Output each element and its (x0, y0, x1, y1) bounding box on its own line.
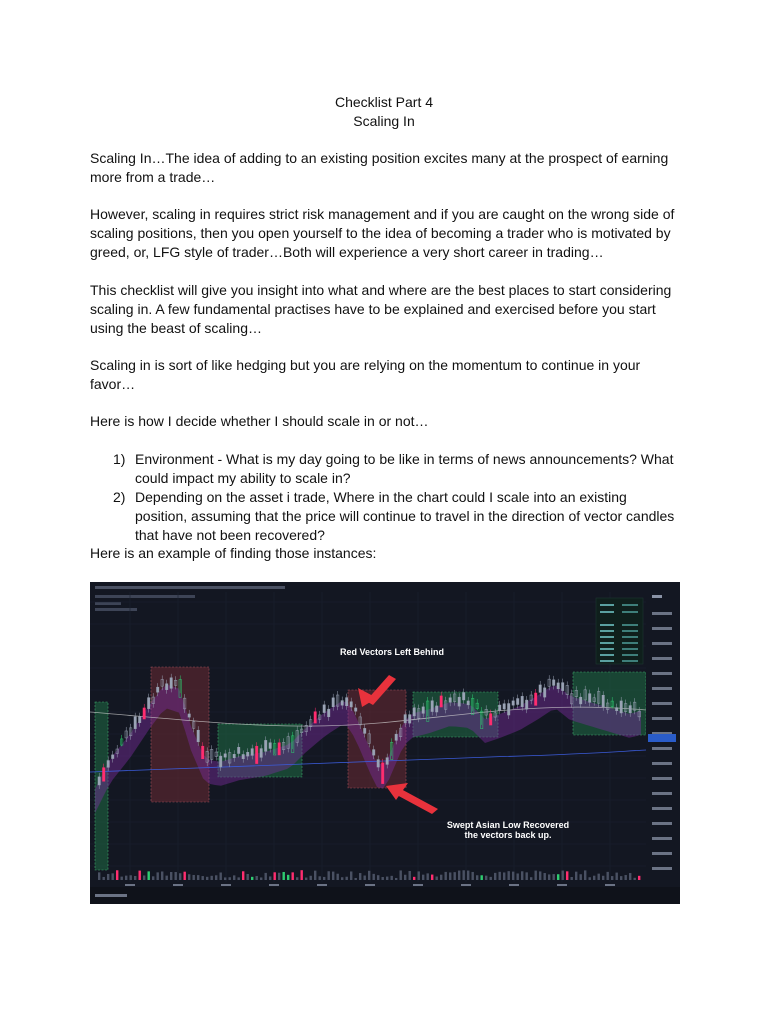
candle (539, 685, 541, 692)
volume-bar (328, 871, 330, 880)
price-tick (652, 807, 672, 810)
candle (260, 749, 262, 758)
currency-label (652, 595, 662, 598)
volume-bar (400, 870, 402, 880)
volume-bar (413, 877, 415, 880)
time-tick (365, 884, 375, 886)
volume-bar (553, 874, 555, 880)
volume-bar (494, 873, 496, 880)
candle (251, 749, 253, 756)
price-tick (652, 672, 672, 675)
paragraph-example-intro: Here is an example of finding those instances: (90, 545, 377, 561)
volume-bar (224, 877, 226, 880)
candle (143, 708, 145, 719)
volume-bar (391, 876, 393, 880)
volume-bar (251, 877, 253, 880)
volume-bar (458, 871, 460, 880)
info-label (600, 611, 614, 613)
volume-bar (296, 877, 298, 880)
volume-bar (382, 877, 384, 880)
info-label (600, 630, 614, 632)
candle (364, 728, 366, 733)
info-label (600, 604, 614, 606)
volume-bar (364, 876, 366, 880)
time-tick (509, 884, 519, 886)
volume-bar (625, 875, 627, 880)
price-tick (652, 717, 672, 720)
candle (202, 746, 204, 759)
candle (382, 763, 384, 784)
indicator-line (95, 608, 137, 611)
volume-bar (607, 872, 609, 880)
list-item (90, 450, 680, 488)
time-tick (605, 884, 615, 886)
info-value (622, 642, 638, 644)
volume-bar (490, 877, 492, 880)
info-value (622, 660, 638, 662)
volume-bar (125, 876, 127, 880)
volume-bar (377, 875, 379, 880)
time-tick (317, 884, 327, 886)
volume-bar (616, 873, 618, 880)
volume-bar (499, 872, 501, 880)
candle (332, 698, 334, 707)
candle (431, 701, 433, 712)
candle (517, 699, 519, 705)
info-value (622, 636, 638, 638)
candle (107, 761, 109, 768)
volume-bar (175, 872, 177, 880)
price-tick (652, 792, 672, 795)
candle (377, 760, 379, 767)
volume-bar (256, 876, 258, 880)
chart-canvas (90, 582, 680, 904)
candle (467, 701, 469, 705)
volume-bar (472, 872, 474, 880)
candle (256, 746, 258, 763)
volume-bar (247, 874, 249, 880)
volume-bar (512, 872, 514, 880)
candle (404, 715, 406, 723)
candle (328, 709, 330, 717)
time-tick (221, 884, 231, 886)
time-tick (461, 884, 471, 886)
volume-bar (445, 872, 447, 880)
candle (247, 752, 249, 756)
info-value (622, 624, 638, 626)
candle (535, 693, 537, 705)
volume-bar (454, 872, 456, 880)
volume-bar (463, 870, 465, 880)
info-value (622, 611, 638, 613)
candle (458, 697, 460, 706)
volume-bar (98, 872, 100, 880)
price-tick (652, 777, 672, 780)
candle (395, 734, 397, 740)
candle (148, 698, 150, 709)
volume-bar (184, 872, 186, 880)
time-tick (413, 884, 423, 886)
document-title: Checklist Part 4 (334, 94, 434, 110)
price-tick (652, 852, 672, 855)
volume-bar (418, 871, 420, 880)
candle (521, 696, 523, 706)
info-label (600, 660, 614, 662)
candle (557, 683, 559, 689)
volume-bar (319, 876, 321, 880)
candle (323, 705, 325, 713)
candle (503, 704, 505, 709)
volume-bar (346, 877, 348, 880)
candle (224, 754, 226, 757)
info-value (622, 648, 638, 650)
volume-bar (409, 871, 411, 880)
volume-bar (539, 871, 541, 880)
price-tick (652, 867, 672, 870)
volume-bar (220, 873, 222, 880)
info-label (600, 624, 614, 626)
candle (98, 777, 100, 785)
candle (409, 715, 411, 723)
volume-bar (436, 877, 438, 880)
time-tick (173, 884, 183, 886)
volume-bar (611, 876, 613, 880)
volume-bar (287, 875, 289, 880)
volume-bar (305, 878, 307, 880)
volume-bar (238, 877, 240, 880)
price-tick (652, 627, 672, 630)
volume-bar (584, 870, 586, 880)
volume-bar (598, 874, 600, 880)
volume-bar (229, 877, 231, 880)
price-tick (652, 642, 672, 645)
volume-bar (139, 871, 141, 880)
price-tick (652, 762, 672, 765)
volume-bar (157, 872, 159, 880)
volume-bar (152, 876, 154, 880)
volume-bar (211, 876, 213, 880)
candle (233, 754, 235, 757)
volume-bar (206, 877, 208, 880)
list-number: 2) (113, 489, 126, 505)
checklist (90, 450, 680, 545)
candle (580, 697, 582, 704)
candle (413, 708, 415, 716)
volume-bar (566, 871, 568, 880)
info-label (600, 642, 614, 644)
volume-bar (350, 871, 352, 880)
volume-bar (233, 875, 235, 880)
list-number: 1) (113, 451, 126, 467)
candle (188, 714, 190, 717)
volume-bar (359, 873, 361, 880)
volume-bar (107, 874, 109, 880)
candle (544, 688, 546, 697)
volume-bar (422, 875, 424, 880)
volume-bar (404, 875, 406, 880)
candle (170, 678, 172, 689)
volume-bar (121, 877, 123, 880)
volume-bar (638, 876, 640, 880)
price-tick (652, 702, 672, 705)
paragraph-intro: Scaling In…The idea of adding to an existing position excites many at the prospect of earning more from a trade… (90, 150, 669, 185)
candle (526, 700, 528, 709)
candle (490, 714, 492, 725)
volume-bar (179, 873, 181, 880)
volume-bar (274, 872, 276, 880)
volume-bar (341, 877, 343, 880)
volume-bar (467, 871, 469, 880)
price-tick (652, 837, 672, 840)
candle (629, 706, 631, 713)
annotation-red-vectors: Red Vectors Left Behind (339, 647, 445, 657)
volume-bar (629, 873, 631, 880)
volume-bar (332, 872, 334, 880)
volume-bar (508, 871, 510, 880)
candle (620, 701, 622, 713)
indicator-line (95, 602, 121, 605)
volume-bar (161, 871, 163, 880)
candle (139, 717, 141, 723)
info-value (622, 654, 638, 656)
current-price-marker (648, 734, 676, 742)
price-tick (652, 687, 672, 690)
candle (602, 695, 604, 707)
candle (242, 754, 244, 758)
candle (157, 687, 159, 692)
volume-bar (103, 877, 105, 880)
volume-bar (193, 875, 195, 880)
candle (440, 696, 442, 707)
candle (314, 712, 316, 723)
price-tick (652, 612, 672, 615)
document-subtitle: Scaling In (353, 113, 415, 129)
candle (220, 756, 222, 767)
volume-bar (148, 871, 150, 880)
volume-bar (481, 875, 483, 880)
price-scale (646, 582, 680, 904)
volume-bar (620, 876, 622, 880)
candle (373, 750, 375, 756)
candle (265, 740, 267, 751)
volume-bar (260, 877, 262, 880)
volume-bar (535, 871, 537, 880)
candle (499, 705, 501, 710)
info-panel (596, 598, 643, 664)
volume-bar (134, 876, 136, 880)
candle (278, 743, 280, 755)
info-label (600, 648, 614, 650)
candle (386, 758, 388, 765)
volume-bar (521, 871, 523, 880)
symbol-line (95, 595, 195, 598)
candle (508, 704, 510, 715)
volume-bar (548, 874, 550, 880)
chart-screenshot (90, 582, 680, 904)
volume-bar (602, 876, 604, 880)
volume-bar (170, 872, 172, 880)
time-tick (269, 884, 279, 886)
volume-bar (197, 875, 199, 880)
annotation-swept-low: Swept Asian Low Recovered (446, 820, 570, 830)
info-value (622, 630, 638, 632)
volume-bar (634, 878, 636, 880)
volume-bar (544, 873, 546, 880)
volume-bar (310, 876, 312, 880)
volume-bar (386, 877, 388, 880)
volume-bar (202, 876, 204, 880)
volume-bar (476, 875, 478, 880)
volume-bar (278, 873, 280, 880)
time-tick (125, 884, 135, 886)
volume-bar (112, 873, 114, 880)
price-tick (652, 822, 672, 825)
volume-bar (589, 877, 591, 880)
volume-bar (269, 876, 271, 880)
volume-bar (562, 871, 564, 880)
candle (269, 743, 271, 749)
volume-bar (116, 870, 118, 880)
volume-bar (215, 875, 217, 880)
list-text: Depending on the asset i trade, Where in the chart could I scale into an existing position, assuming that the price will continue to travel in the direction of vector candles that have not been recovered? (135, 489, 675, 543)
footer-bar (90, 887, 680, 904)
paragraph-risk: However, scaling in requires strict risk management and if you are caught on the wrong side of scaling positions, then you open yourself to the idea of becoming a trader who is motivated by greed, or, LFG style of trader…Both will experience a very short career in trading… (90, 206, 675, 260)
candle (355, 708, 357, 711)
paragraph-decision: Here is how I decide whether I should scale in or not… (90, 413, 429, 429)
paragraph-checklist-purpose: This checklist will give you insight into what and where are the best places to start considering scaling in. A few fundamental practises have to be explained and exercised before you start using the beast of scaling… (90, 282, 672, 336)
candle (134, 717, 136, 729)
volume-bar (292, 872, 294, 880)
volume-bar (503, 872, 505, 880)
volume-bar (373, 874, 375, 880)
candle (449, 698, 451, 702)
volume-bar (130, 875, 132, 880)
candle (512, 701, 514, 705)
candle (553, 680, 555, 686)
volume-bar (395, 878, 397, 880)
volume-bar (526, 872, 528, 880)
candle (341, 701, 343, 706)
volume-bar (265, 873, 267, 880)
volume-bar (242, 871, 244, 880)
volume-bar (517, 873, 519, 880)
volume-bar (355, 878, 357, 880)
candle (422, 707, 424, 713)
volume-bar (571, 877, 573, 880)
candle (103, 768, 105, 782)
volume-bar (575, 872, 577, 880)
volume-bar (530, 877, 532, 880)
candle (166, 684, 168, 690)
volume-bar (368, 871, 370, 880)
volume-bar (440, 875, 442, 880)
list-text: Environment - What is my day going to be like in terms of news announcements? What could impact my ability to scale in? (135, 451, 674, 486)
candle (616, 708, 618, 711)
price-scale-bg (646, 582, 680, 904)
volume-bar (314, 871, 316, 880)
volume-bar (323, 877, 325, 880)
volume-bar (580, 874, 582, 880)
time-tick (557, 884, 567, 886)
volume-bar (188, 874, 190, 880)
tradingview-logo (95, 894, 127, 897)
header-line (95, 586, 285, 589)
price-tick (652, 747, 672, 750)
volume-bar (283, 872, 285, 880)
list-item (90, 488, 680, 545)
candle (350, 702, 352, 707)
annotation-swept-low-line2: the vectors back up. (464, 830, 552, 840)
candle (436, 706, 438, 712)
volume-bar (427, 873, 429, 880)
candle (346, 698, 348, 706)
info-label (600, 654, 614, 656)
chart-footer (90, 887, 680, 904)
candle (197, 730, 199, 742)
candle (589, 694, 591, 703)
candle (463, 693, 465, 700)
volume-bar (166, 876, 168, 880)
volume-bar (143, 875, 145, 880)
volume-bar (431, 875, 433, 880)
volume-bar (301, 870, 303, 880)
price-tick (652, 657, 672, 660)
volume-bar (337, 874, 339, 880)
info-label (600, 636, 614, 638)
volume-bar (485, 876, 487, 880)
volume-bar (557, 874, 559, 880)
candle (562, 683, 564, 691)
paragraph-hedging: Scaling in is sort of like hedging but you are relying on the momentum to continue in your favor… (90, 357, 641, 392)
volume-bar (449, 872, 451, 880)
info-value (622, 604, 638, 606)
volume-bar (593, 876, 595, 880)
candle (238, 747, 240, 753)
candle (112, 755, 114, 759)
